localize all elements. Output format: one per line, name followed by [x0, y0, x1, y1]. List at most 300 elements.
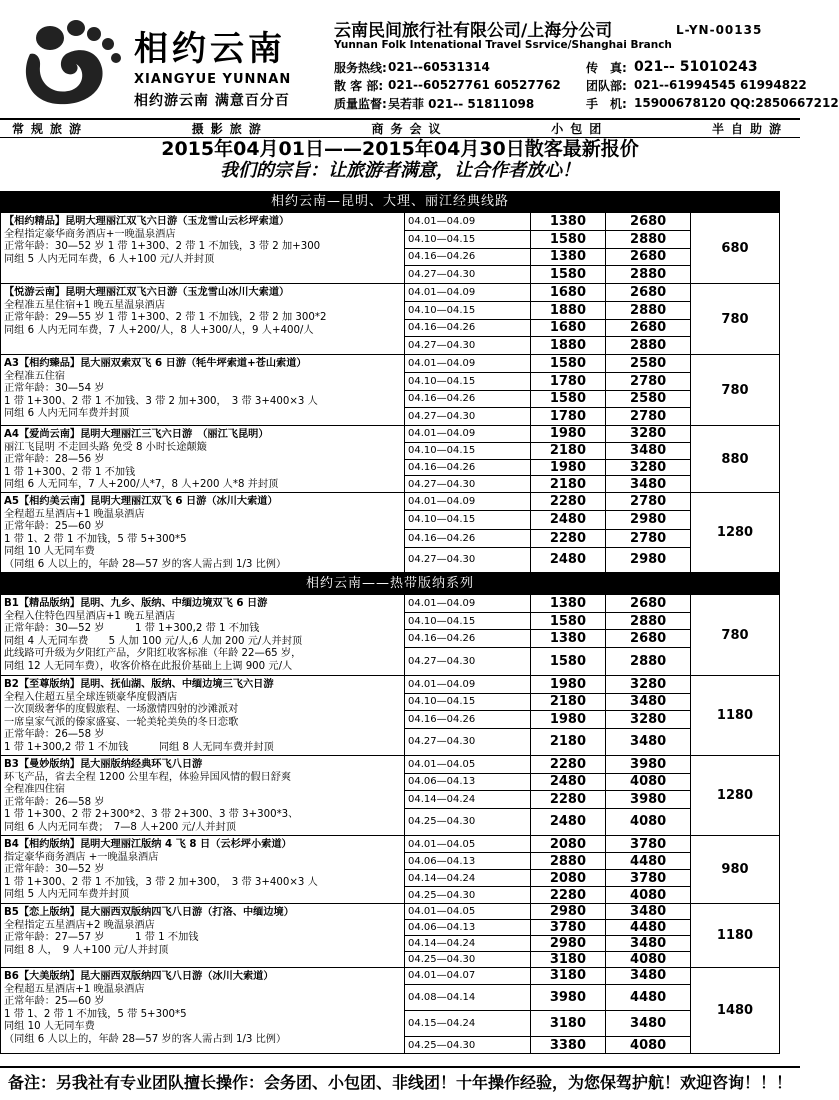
tour-description	[1, 968, 405, 1053]
price-row	[405, 853, 690, 870]
tour-detail-line: 全程准四住宿	[4, 784, 66, 796]
price-b: 4080	[630, 952, 667, 967]
price-b: 2680	[630, 320, 667, 336]
document-code: L-YN-00135	[676, 23, 763, 37]
price-b: 3480	[630, 734, 667, 750]
contact-row	[334, 76, 807, 94]
tour-title: 【相约精品】昆明大理丽江双飞六日游（玉龙雪山云杉坪索道）	[4, 216, 290, 227]
date-range: 04.01—04.09	[405, 213, 531, 230]
tour-detail-line: 同组 12 人无同车费），收客价格在此报价基础上上调 900 元/人	[4, 660, 293, 672]
date-range: 04.27—04.30	[405, 476, 531, 492]
tour-detail-line: 正常年龄：30—52 岁	[4, 864, 105, 876]
tour-detail-line: 同组 6 人内无同车费并封顶	[4, 408, 130, 420]
tour-block	[0, 756, 780, 836]
tour-detail-line: 全程准五星住宿+1 晚五星温泉酒店	[4, 299, 165, 311]
price-b: 4480	[630, 989, 667, 1005]
price-row	[405, 373, 690, 391]
price-rows	[405, 355, 691, 425]
tour-detail-line: 指定豪华商务酒店 +一晚温泉酒店	[4, 851, 159, 863]
contact-label: 手 机:	[586, 96, 627, 111]
price-row	[405, 648, 690, 675]
price-a: 1580	[531, 648, 607, 675]
tour-title: B3【曼妙版纳】昆大丽版纳经典环飞八日游	[4, 759, 203, 770]
tour-detail-line: 1 带 1+300,2 带 1 不加钱 同组 8 人无同车费并封顶	[4, 741, 274, 753]
tour-detail-line: 正常年龄：30—52 岁 1 带 1+300、2 带 1 不加钱，3 带 2 加+300	[4, 241, 321, 253]
price-rows	[405, 595, 691, 675]
price-a: 1580	[531, 355, 607, 372]
price-row	[405, 887, 690, 903]
date-range: 04.27—04.30	[405, 266, 531, 283]
date-range: 04.25—04.30	[405, 1037, 531, 1053]
price-row	[405, 676, 690, 694]
price-a: 1980	[531, 426, 607, 442]
price-row	[405, 870, 690, 887]
tour-block	[0, 284, 780, 355]
price-b: 2880	[630, 231, 667, 247]
tour-detail-line: 一次顶级奢华的度假旅程、一场激情四射的沙滩派对	[4, 704, 239, 716]
date-range: 04.01—04.07	[405, 968, 531, 984]
contact-value: 15900678120 QQ:2850667212	[634, 96, 839, 110]
contact-info	[334, 58, 839, 112]
price-a: 2480	[531, 774, 607, 791]
brand-slogan: 相约游云南 满意百分百	[134, 93, 290, 109]
price-a: 1380	[531, 249, 607, 266]
section-title: 相约云南——热带版纳系列	[0, 573, 780, 595]
price-a: 2280	[531, 756, 607, 773]
price-row	[405, 952, 690, 967]
tour-detail-line: 同组 10 人无同车费	[4, 546, 95, 558]
price-b: 3780	[630, 870, 667, 886]
tour-title: B5【恋上版纳】昆大丽西双版纳四飞八日游（打洛、中缅边境）	[4, 907, 294, 918]
tour-description	[1, 756, 405, 835]
tour-detail-line: 正常年龄：25—60 岁	[4, 996, 105, 1008]
date-range: 04.06—04.13	[405, 853, 531, 869]
date-range: 04.27—04.30	[405, 648, 531, 675]
date-range: 04.01—04.05	[405, 756, 531, 773]
price-row	[405, 548, 690, 572]
date-range: 04.08—04.14	[405, 985, 531, 1010]
tour-detail-line: 同组 5 人内无同车费并封顶	[4, 889, 130, 901]
price-a: 3780	[531, 920, 607, 935]
price-row	[405, 355, 690, 373]
tour-detail-line: 同组 6 人内无同车费； 7—8 人+200 元/人并封顶	[4, 821, 236, 833]
tour-description	[1, 284, 405, 354]
tour-description	[1, 426, 405, 492]
category-item: 小包团	[551, 122, 609, 136]
section-title: 相约云南—昆明、大理、丽江经典线路	[0, 191, 780, 213]
date-range: 04.01—04.09	[405, 676, 531, 693]
tour-detail-line: 同组 10 人无同车费	[4, 1021, 95, 1033]
date-range: 04.01—04.09	[405, 284, 531, 301]
tour-detail-line: 1 带 1+300、2 带 1 不加钱，3 带 2 加+300， 3 带 3+400×3 人	[4, 876, 318, 888]
price-b: 2680	[630, 284, 667, 300]
tour-detail-line: 正常年龄：26—58 岁	[4, 796, 105, 808]
tour-detail-line: 正常年龄：27—57 岁 1 带 1 不加钱	[4, 932, 199, 944]
price-a: 1580	[531, 231, 607, 248]
price-row	[405, 249, 690, 267]
tour-title: A5【相约美云南】昆明大理丽江双飞 6 日游（冰川大索道）	[4, 496, 278, 507]
tour-detail-line: 丽江飞昆明 不走回头路 免受 8 小时长途颠簸	[4, 441, 207, 453]
contact-value: 021-- 51010243	[634, 59, 758, 75]
price-row	[405, 391, 690, 409]
tour-description	[1, 676, 405, 755]
date-range: 04.10—04.15	[405, 511, 531, 528]
price-row	[405, 511, 690, 529]
price-a: 1580	[531, 266, 607, 283]
price-a: 1780	[531, 373, 607, 390]
price-b: 2880	[630, 302, 667, 318]
tour-detail-line: 环飞产品，省去全程 1200 公里车程，体验异国风情的假日舒爽	[4, 771, 292, 783]
price-b: 3480	[630, 936, 667, 951]
date-range: 04.27—04.30	[405, 729, 531, 755]
date-range: 04.01—04.05	[405, 836, 531, 852]
date-range: 04.01—04.09	[405, 595, 531, 612]
tour-block	[0, 676, 780, 756]
tour-title: B2【至尊版纳】昆明、抚仙湖、版纳、中缅边境三飞六日游	[4, 679, 274, 690]
contact-label: 服务热线:	[334, 60, 387, 75]
price-b: 2780	[630, 494, 667, 510]
price-b: 2580	[630, 391, 667, 407]
price-row	[405, 809, 690, 835]
price-row	[405, 231, 690, 249]
price-row	[405, 920, 690, 936]
price-row	[405, 756, 690, 774]
price-a: 3180	[531, 1011, 607, 1036]
tour-title: B6【大美版纳】昆大丽西双版纳四飞八日游（冰川大索道）	[4, 971, 274, 982]
price-b: 3480	[630, 968, 667, 984]
date-range: 04.27—04.30	[405, 408, 531, 425]
price-b: 2980	[630, 552, 667, 568]
price-b: 2880	[630, 267, 667, 283]
price-rows	[405, 836, 691, 903]
price-a: 1380	[531, 595, 607, 612]
date-range: 04.15—04.24	[405, 1011, 531, 1036]
price-a: 1780	[531, 408, 607, 425]
price-a: 2980	[531, 936, 607, 951]
contact-label: 传 真:	[586, 60, 627, 75]
price-b: 3980	[630, 791, 667, 807]
price-a: 1380	[531, 630, 607, 647]
date-range: 04.14—04.24	[405, 870, 531, 886]
date-range: 04.01—04.09	[405, 493, 531, 510]
contact-label: 散 客 部:	[334, 78, 384, 93]
price-row	[405, 443, 690, 460]
single-supplement: 980	[721, 862, 749, 877]
price-rows	[405, 904, 691, 967]
date-range: 04.16—04.26	[405, 320, 531, 337]
price-b: 3280	[630, 676, 667, 692]
single-supplement: 780	[721, 311, 749, 327]
price-b: 4080	[630, 1037, 667, 1053]
price-rows	[405, 426, 691, 492]
tour-block	[0, 493, 780, 573]
tour-detail-line: 正常年龄：28—56 岁	[4, 454, 105, 466]
tour-description	[1, 355, 405, 425]
tour-detail-line: 1 带 1+300、2 带 2+300*2、3 带 2+300、3 带 3+300*3、	[4, 809, 299, 821]
tour-title: A4【爱尚云南】昆明大理丽江三飞六日游 （丽江飞昆明）	[4, 429, 269, 440]
price-b: 3280	[630, 426, 667, 442]
tour-block	[0, 595, 780, 676]
price-row	[405, 613, 690, 631]
brand-name: 相约云南	[134, 29, 286, 69]
price-row	[405, 284, 690, 302]
date-range: 04.10—04.15	[405, 302, 531, 319]
price-row	[405, 968, 690, 985]
single-supplement: 1180	[716, 708, 754, 723]
single-supplement: 1280	[716, 525, 754, 540]
price-row	[405, 711, 690, 729]
tour-description	[1, 493, 405, 572]
date-range: 04.10—04.15	[405, 443, 531, 459]
price-a: 2480	[531, 511, 607, 528]
tour-detail-line: 1 带 1、2 带 1 不加钱，5 带 5+300*5	[4, 533, 187, 545]
tour-detail-line: （同组 6 人以上的，年龄 28—57 岁的客人需占到 1/3 比例）	[4, 1033, 287, 1045]
tour-detail-line: 全程准五住宿	[4, 370, 66, 382]
tour-detail-line: 同组 8 人， 9 人+100 元/人并封顶	[4, 944, 169, 956]
tour-detail-line: 全程入住特色四星酒店+1 晚五星酒店	[4, 610, 176, 622]
tour-detail-line: 正常年龄：29—55 岁 1 带 1+300、2 带 1 不加钱，2 带 2 加 300*2	[4, 312, 327, 324]
price-b: 4080	[630, 774, 667, 790]
price-a: 2180	[531, 476, 607, 492]
price-row	[405, 904, 690, 920]
price-b: 3480	[630, 476, 667, 492]
price-b: 2580	[630, 355, 667, 371]
date-range: 04.10—04.15	[405, 231, 531, 248]
price-b: 2680	[630, 631, 667, 647]
price-b: 3980	[630, 756, 667, 772]
price-a: 2880	[531, 853, 607, 869]
price-b: 4080	[630, 814, 667, 830]
brand-pinyin: XIANGYUE YUNNAN	[134, 72, 292, 87]
single-supplement: 1280	[716, 788, 754, 803]
price-a: 2280	[531, 530, 607, 547]
price-row	[405, 791, 690, 809]
date-range: 04.16—04.26	[405, 711, 531, 728]
tour-detail-line: 全程指定豪华商务酒店+一晚温泉酒店	[4, 228, 176, 240]
price-a: 1680	[531, 320, 607, 337]
price-rows	[405, 284, 691, 354]
contact-label: 团队部:	[586, 78, 627, 93]
footer-note: 备注：另我社有专业团队擅长操作：会务团、小包团、非线团！十年操作经验，为您保驾护航！欢迎咨询！！！	[0, 1066, 800, 1100]
price-a: 2980	[531, 904, 607, 919]
price-row	[405, 595, 690, 613]
tour-detail-line: 同组 4 人无同车费 5 人加 100 元/人,6 人加 200 元/人并封顶	[4, 635, 303, 647]
price-a: 2180	[531, 729, 607, 755]
date-range: 04.16—04.26	[405, 391, 531, 408]
price-b: 2780	[630, 530, 667, 546]
contact-row	[334, 58, 796, 76]
tour-detail-line: 1 带 1+300、2 带 1 不加钱	[4, 466, 136, 478]
company-name: 云南民间旅行社有限公司/上海分公司	[334, 21, 613, 41]
price-a: 2280	[531, 791, 607, 808]
tour-block	[0, 904, 780, 968]
price-row	[405, 476, 690, 492]
price-a: 1580	[531, 613, 607, 630]
tour-description	[1, 904, 405, 967]
price-a: 1580	[531, 391, 607, 408]
tour-detail-line: 同组 5 人内无同车费，6 人+100 元/人并封顶	[4, 253, 215, 265]
price-b: 4480	[630, 920, 667, 935]
tour-detail-line: 正常年龄：30—52 岁 1 带 1+300,2 带 1 不加钱	[4, 623, 260, 635]
price-row	[405, 694, 690, 712]
tour-detail-line: 同组 6 人无同车，7 人+200/人*7，8 人+200 人*8 并封顶	[4, 479, 279, 491]
date-range: 04.10—04.15	[405, 613, 531, 630]
price-a: 2280	[531, 493, 607, 510]
price-b: 2780	[630, 409, 667, 425]
date-range: 04.10—04.15	[405, 373, 531, 390]
price-row	[405, 320, 690, 338]
date-range: 04.06—04.13	[405, 774, 531, 791]
single-supplement: 680	[721, 240, 749, 256]
contact-value: 021--61994545 61994822	[634, 78, 807, 92]
contact-value: 021--60531314	[388, 60, 490, 74]
date-range: 04.25—04.30	[405, 809, 531, 835]
price-b: 4480	[630, 853, 667, 869]
price-a: 2080	[531, 836, 607, 852]
date-range: 04.27—04.30	[405, 337, 531, 354]
tour-block	[0, 836, 780, 904]
price-b: 3480	[630, 443, 667, 459]
price-a: 3380	[531, 1037, 607, 1053]
category-item: 半自助游	[711, 122, 788, 136]
price-b: 2780	[630, 373, 667, 389]
price-rows	[405, 493, 691, 572]
date-range: 04.27—04.30	[405, 548, 531, 572]
price-row	[405, 213, 690, 231]
company-motto: 我们的宗旨：让旅游者满意，让合作者放心！	[220, 160, 580, 181]
price-b: 3280	[630, 711, 667, 727]
price-a: 1880	[531, 337, 607, 354]
tour-detail-line: 全程超五星酒店+1 晚温泉酒店	[4, 983, 145, 995]
date-range: 04.16—04.26	[405, 530, 531, 547]
price-a: 2180	[531, 694, 607, 711]
price-a: 3980	[531, 985, 607, 1010]
price-row	[405, 408, 690, 425]
price-a: 3180	[531, 968, 607, 984]
price-period-headline: 2015年04月01日——2015年04月30日散客最新报价	[161, 138, 639, 160]
tour-block	[0, 213, 780, 284]
tour-detail-line: 正常年龄：26—58 岁	[4, 729, 105, 741]
price-row	[405, 460, 690, 477]
tour-detail-line: 正常年龄：25—60 岁	[4, 521, 105, 533]
price-a: 2280	[531, 887, 607, 903]
price-b: 2880	[630, 654, 667, 670]
tour-title: A3【相约臻品】昆大丽双索双飞 6 日游（牦牛坪索道+苍山索道）	[4, 358, 307, 369]
date-range: 04.14—04.24	[405, 936, 531, 951]
price-a: 2180	[531, 443, 607, 459]
price-row	[405, 936, 690, 952]
date-range: 04.14—04.24	[405, 791, 531, 808]
price-row	[405, 493, 690, 511]
date-range: 04.06—04.13	[405, 920, 531, 935]
price-row	[405, 337, 690, 354]
contact-value: 021--60527761 60527762	[388, 78, 561, 92]
price-b: 4080	[630, 887, 667, 903]
price-a: 3180	[531, 952, 607, 967]
tour-title: 【悦游云南】昆明大理丽江双飞六日游（玉龙雪山冰川大索道）	[4, 287, 290, 298]
price-row	[405, 630, 690, 648]
date-range: 04.01—04.09	[405, 426, 531, 442]
category-item: 商务会议	[371, 122, 448, 136]
price-rows	[405, 756, 691, 835]
price-b: 2880	[630, 338, 667, 354]
single-supplement: 780	[721, 627, 749, 643]
price-b: 2980	[630, 512, 667, 528]
single-supplement: 780	[721, 382, 749, 398]
tour-detail-line: 此线路可升级为夕阳红产品，夕阳红收客标准（年龄 22—65 岁，	[4, 648, 302, 660]
price-a: 1980	[531, 460, 607, 476]
tour-block	[0, 426, 780, 493]
tour-detail-line: 1 带 1、2 带 1 不加钱，5 带 5+300*5	[4, 1008, 187, 1020]
tour-detail-line: 全程超五星酒店+1 晚温泉酒店	[4, 508, 145, 520]
price-a: 2080	[531, 870, 607, 886]
date-range: 04.16—04.26	[405, 460, 531, 476]
date-range: 04.01—04.05	[405, 904, 531, 919]
price-a: 1880	[531, 302, 607, 319]
price-b: 3480	[630, 694, 667, 710]
price-b: 2680	[630, 249, 667, 265]
contact-value: 吴若菲 021-- 51811098	[388, 96, 535, 111]
price-rows	[405, 213, 691, 283]
footprint-logo-icon	[10, 14, 126, 110]
date-range: 04.10—04.15	[405, 694, 531, 711]
tour-detail-line: 同组 6 人内无同车费，7 人+200/人，8 人+300/人，9 人+400/人	[4, 324, 314, 336]
tour-description	[1, 836, 405, 903]
price-a: 2480	[531, 548, 607, 572]
price-b: 3480	[630, 1016, 667, 1032]
price-a: 1380	[531, 213, 607, 230]
tour-block	[0, 355, 780, 426]
price-b: 2680	[630, 595, 667, 611]
date-range: 04.25—04.30	[405, 952, 531, 967]
contact-row	[334, 94, 839, 112]
letterhead	[0, 0, 839, 118]
single-supplement: 1480	[716, 1003, 754, 1018]
tour-detail-line: 全程指定五星酒店+2 晚温泉酒店	[4, 919, 155, 931]
tour-detail-line: 全程入住超五星全球连锁豪华度假酒店	[4, 691, 178, 703]
price-rows	[405, 676, 691, 755]
tour-description	[1, 595, 405, 675]
price-row	[405, 1011, 690, 1037]
date-range: 04.16—04.26	[405, 249, 531, 266]
price-row	[405, 266, 690, 283]
price-b: 2680	[630, 213, 667, 229]
price-a: 1680	[531, 284, 607, 301]
category-bar	[0, 118, 800, 138]
price-row	[405, 985, 690, 1011]
category-item: 常规旅游	[12, 122, 89, 136]
contact-label: 质量监督:	[334, 96, 387, 111]
tour-detail-line: 1 带 1+300、2 带 1 不加钱、3 带 2 加+300， 3 带 3+400×3 人	[4, 395, 318, 407]
price-row	[405, 729, 690, 755]
single-supplement: 1180	[716, 928, 754, 943]
date-range: 04.01—04.09	[405, 355, 531, 372]
price-row	[405, 426, 690, 443]
price-row	[405, 302, 690, 320]
tour-title: B4【相约版纳】昆明大理丽江版纳 4 飞 8 日（云杉坪小索道）	[4, 839, 292, 850]
tour-title: B1【精品版纳】昆明、九乡、版纳、中缅边境双飞 6 日游	[4, 598, 268, 609]
tour-detail-line: 正常年龄：30—54 岁	[4, 383, 105, 395]
tour-description	[1, 213, 405, 283]
price-row	[405, 1037, 690, 1053]
company-english-name: Yunnan Folk Intenational Travel Ssrvice/Shanghai Branch	[334, 39, 672, 51]
single-supplement: 880	[721, 451, 749, 467]
price-a: 1980	[531, 676, 607, 693]
tour-detail-line: （同组 6 人以上的，年龄 28—57 岁的客人需占到 1/3 比例）	[4, 558, 287, 570]
date-range: 04.16—04.26	[405, 630, 531, 647]
price-row	[405, 774, 690, 792]
price-row	[405, 836, 690, 853]
